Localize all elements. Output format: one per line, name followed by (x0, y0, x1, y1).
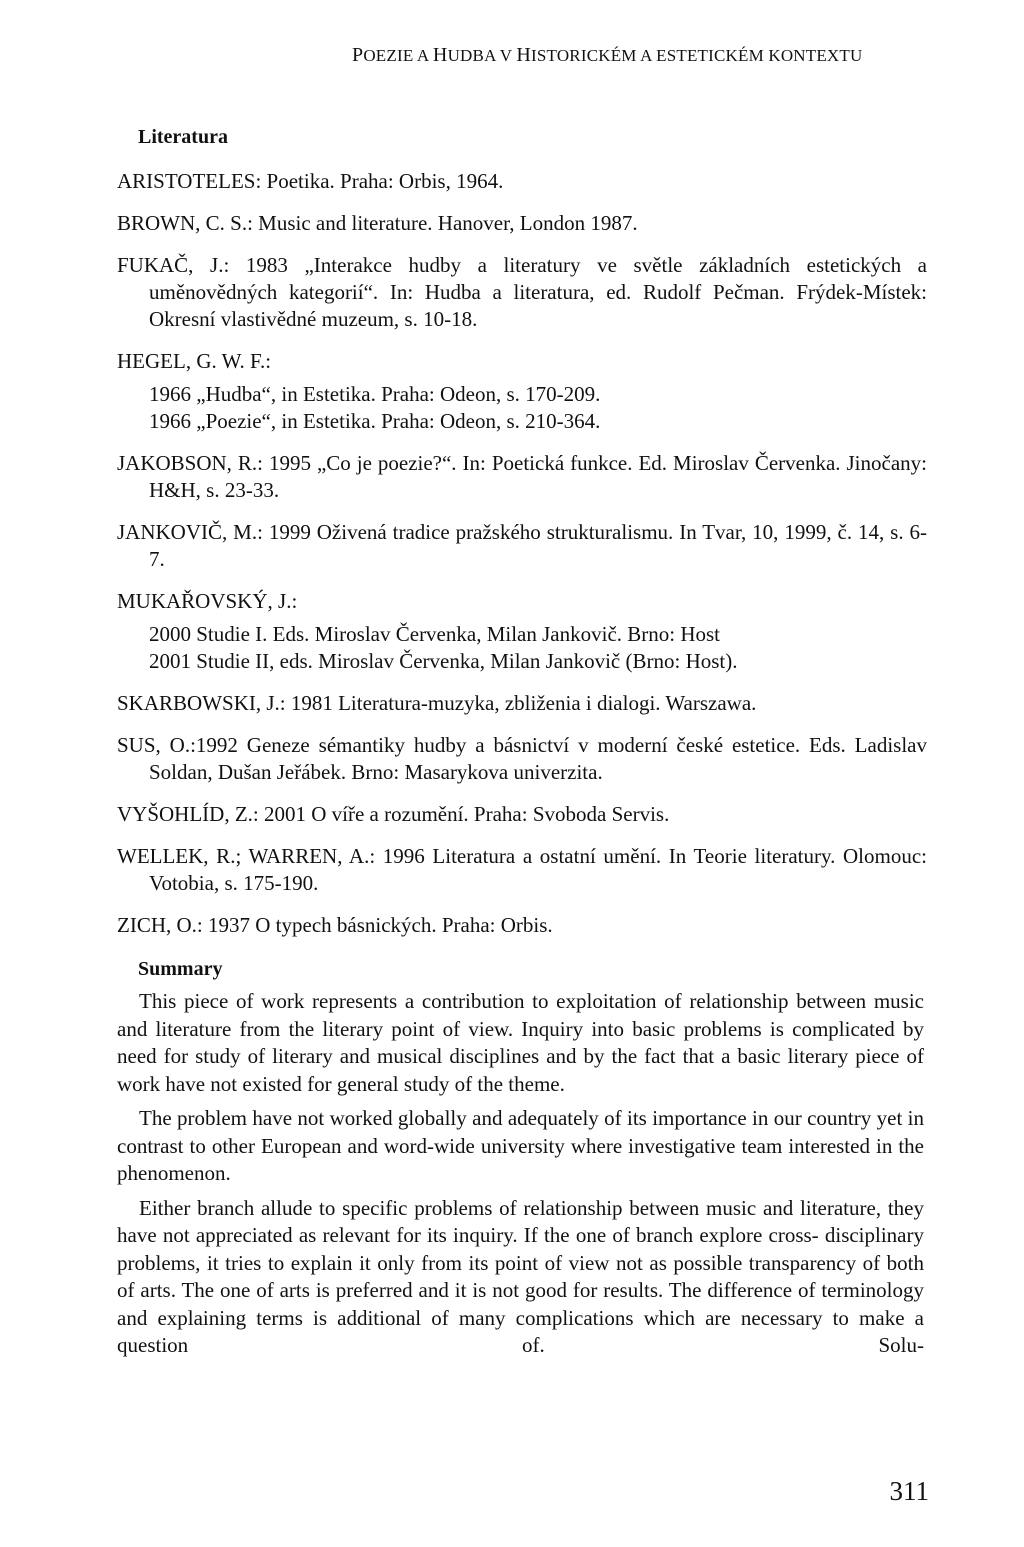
running-header-part: H (432, 44, 448, 66)
running-header (352, 44, 952, 67)
reference-sub-list (117, 621, 927, 675)
summary-paragraph: This piece of work represents a contribution to exploitation of relationship between music and literature from the literary point of view. Inquiry into basic problems is complicated by need for study of literary and musical disciplines and by the fact that a basic literary piece of work have not existed for general study of the theme. (117, 989, 924, 1096)
running-header-part: OEZIE A (363, 46, 433, 65)
reference-entry: FUKAČ, J.: 1983 „Interakce hudby a literatury ve světle základních estetických a uměnovědných kategorií“. In: Hudba a literatura, ed. Rudolf Pečman. Frýdek-Místek: Okresní vlastivědné muzeum, s. 10-18. (117, 253, 927, 331)
reference-entry: JANKOVIČ, M.: 1999 Oživená tradice pražského strukturalismu. In Tvar, 10, 1999, č. 14, s. 6-7. (117, 520, 927, 571)
summary-body (117, 988, 924, 1367)
reference-entry: ARISTOTELES: Poetika. Praha: Orbis, 1964. (117, 169, 504, 193)
running-header-part: H (516, 44, 532, 66)
reference-sub-entry: 2000 Studie I. Eds. Miroslav Červenka, Milan Jankovič. Brno: Host (149, 622, 721, 646)
running-header-part: UDBA V (447, 46, 517, 65)
running-header-part: ISTORICKÉM A ESTETICKÉM KONTEXTU (531, 46, 863, 65)
reference-sub-list (117, 381, 927, 435)
reference-sub-entry: 2001 Studie II, eds. Miroslav Červenka, Milan Jankovič (Brno: Host). (149, 649, 738, 673)
reference-entry: VYŠOHLÍD, Z.: 2001 O víře a rozumění. Praha: Svoboda Servis. (117, 802, 670, 826)
reference-entry: WELLEK, R.; WARREN, A.: 1996 Literatura a ostatní umění. In Teorie literatury. Olomouc: Votobia, s. 175-190. (117, 844, 927, 895)
reference-entry: JAKOBSON, R.: 1995 „Co je poezie?“. In: Poetická funkce. Ed. Miroslav Červenka. Jinočany: H&H, s. 23-33. (117, 451, 927, 502)
literature-heading: Literatura (138, 126, 228, 148)
reference-entry: MUKAŘOVSKÝ, J.: (117, 589, 298, 613)
reference-entry: BROWN, C. S.: Music and literature. Hanover, London 1987. (117, 211, 638, 235)
running-header-part: P (352, 44, 364, 66)
page-number: 311 (889, 1476, 929, 1506)
summary-heading: Summary (138, 958, 223, 980)
reference-entry: SUS, O.:1992 Geneze sémantiky hudby a básnictví v moderní české estetice. Eds. Ladislav Soldan, Dušan Jeřábek. Brno: Masarykova univerzita. (117, 733, 927, 784)
reference-entry: HEGEL, G. W. F.: (117, 349, 272, 373)
summary-paragraph: The problem have not worked globally and adequately of its importance in our country yet in contrast to other European and word-wide university where investigative team interested in the phenomenon. (117, 1106, 924, 1185)
reference-entry: SKARBOWSKI, J.: 1981 Literatura-muzyka, zbliženia i dialogi. Warszawa. (117, 691, 757, 715)
reference-sub-entry: 1966 „Hudba“, in Estetika. Praha: Odeon, s. 170-209. (149, 382, 601, 406)
summary-paragraph: Either branch allude to specific problems of relationship between music and literature, they have not appreciated as relevant for its inquiry. If the one of branch explore cross- disciplinary problems, it tries to explain it only from its point of view not as possible transparency of both of arts. The one of arts is preferred and it is not good for results. The difference of terminology and explaining terms is additional of many complications which are necessary to make a question of. Solu- (117, 1195, 924, 1357)
reference-list (117, 168, 927, 954)
reference-entry: ZICH, O.: 1937 O typech básnických. Praha: Orbis. (117, 913, 553, 937)
reference-sub-entry: 1966 „Poezie“, in Estetika. Praha: Odeon, s. 210-364. (149, 409, 601, 433)
